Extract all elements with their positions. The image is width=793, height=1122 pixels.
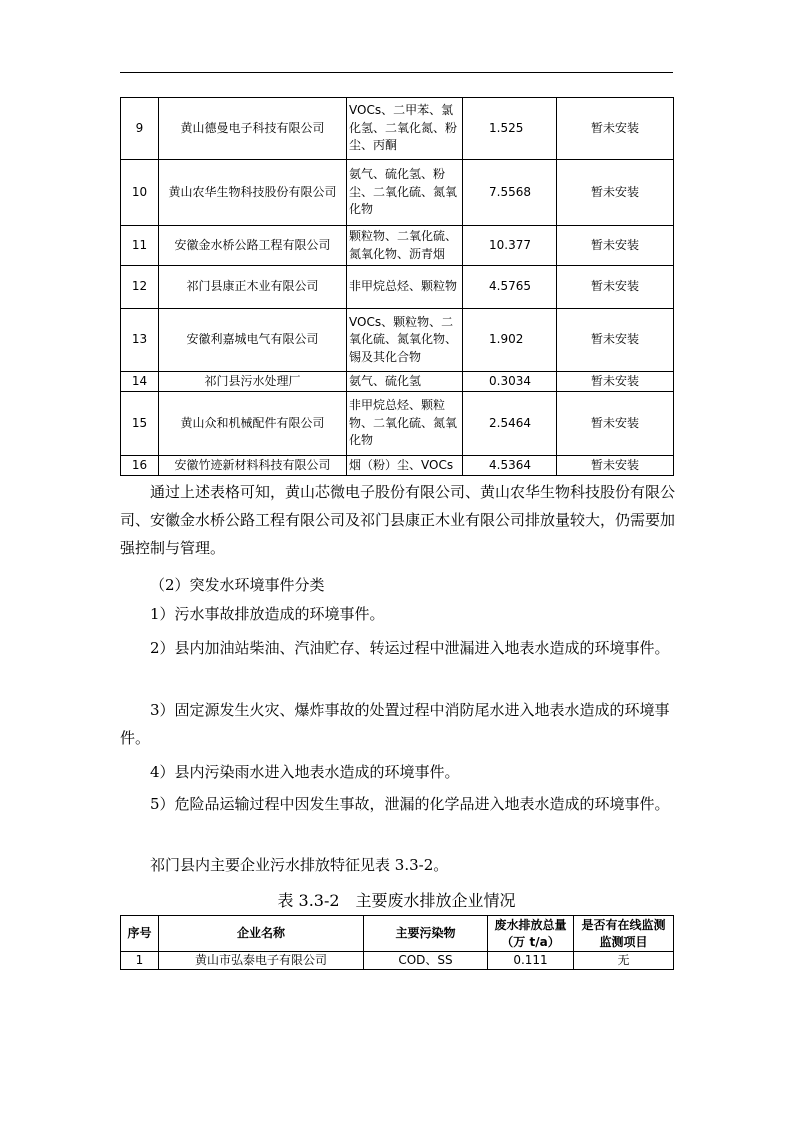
header-pollutants: 主要污染物: [364, 916, 488, 952]
table-reference: 祁门县内主要企业污水排放特征见表 3.3-2。: [150, 856, 449, 874]
row-number: 14: [121, 372, 159, 392]
list-item: 4）县内污染雨水进入地表水造成的环境事件。: [150, 763, 460, 781]
pollutants: 烟（粉）尘、VOCs: [347, 456, 463, 476]
company-name: 黄山众和机械配件有限公司: [159, 392, 347, 456]
monitoring-status: 暂未安装: [557, 266, 674, 309]
table-row: [121, 456, 674, 476]
row-number: 10: [121, 160, 159, 226]
pollutants: 颗粒物、二氧化硫、氮氧化物、沥青烟: [347, 226, 463, 266]
header-name: 企业名称: [159, 916, 364, 952]
row-number: 13: [121, 309, 159, 372]
pollutants: 氨气、硫化氢、粉尘、二氧化硫、氮氧化物: [347, 160, 463, 226]
company-name: 祁门县康正木业有限公司: [159, 266, 347, 309]
row-number: 1: [121, 952, 159, 970]
header-no: 序号: [121, 916, 159, 952]
pollutants: 氨气、硫化氢: [347, 372, 463, 392]
pollutants: 非甲烷总烃、颗粒物、二氧化硫、氮氧化物: [347, 392, 463, 456]
emission-amount: 0.3034: [463, 372, 557, 392]
section-heading: （2）突发水环境事件分类: [150, 576, 325, 594]
row-number: 15: [121, 392, 159, 456]
monitoring-status: 暂未安装: [557, 98, 674, 160]
table-row: [121, 372, 674, 392]
table-caption: 表 3.3-2 主要废水排放企业情况: [277, 891, 516, 910]
company-name: 安徽竹迹新材料科技有限公司: [159, 456, 347, 476]
table-row: [121, 309, 674, 372]
company-name: 黄山市弘泰电子有限公司: [159, 952, 364, 970]
emission-amount: 7.5568: [463, 160, 557, 226]
list-item: 2）县内加油站柴油、汽油贮存、转运过程中泄漏进入地表水造成的环境事件。: [150, 639, 670, 657]
table-row: [121, 160, 674, 226]
table-row: [121, 952, 674, 970]
row-number: 9: [121, 98, 159, 160]
header-amount: 废水排放总量（万 t/a）: [488, 916, 574, 952]
company-name: 安徽利嘉城电气有限公司: [159, 309, 347, 372]
company-name: 祁门县污水处理厂: [159, 372, 347, 392]
pollutants: COD、SS: [364, 952, 488, 970]
emission-amount: 1.525: [463, 98, 557, 160]
table-row: [121, 392, 674, 456]
pollutants: 非甲烷总烃、颗粒物: [347, 266, 463, 309]
monitoring-status: 暂未安装: [557, 392, 674, 456]
row-number: 12: [121, 266, 159, 309]
list-item: 5）危险品运输过程中因发生事故，泄漏的化学品进入地表水造成的环境事件。: [150, 795, 670, 813]
online-monitoring: 无: [574, 952, 674, 970]
emission-amount: 4.5765: [463, 266, 557, 309]
emission-amount: 10.377: [463, 226, 557, 266]
company-name: 黄山德曼电子科技有限公司: [159, 98, 347, 160]
header-rule: [120, 72, 673, 73]
monitoring-status: 暂未安装: [557, 160, 674, 226]
table-row: [121, 266, 674, 309]
header-monitoring: 是否有在线监测监测项目: [574, 916, 674, 952]
table-row: [121, 226, 674, 266]
summary-paragraph: 通过上述表格可知，黄山芯微电子股份有限公司、黄山农华生物科技股份有限公司、安徽金水桥公路工程有限公司及祁门县康正木业有限公司排放量较大，仍需要加强控制与管理。: [120, 483, 676, 557]
emission-amount: 1.902: [463, 309, 557, 372]
company-name: 黄山农华生物科技股份有限公司: [159, 160, 347, 226]
monitoring-status: 暂未安装: [557, 372, 674, 392]
row-number: 16: [121, 456, 159, 476]
monitoring-status: 暂未安装: [557, 309, 674, 372]
row-number: 11: [121, 226, 159, 266]
emission-table-continued: [120, 97, 674, 476]
emission-amount: 2.5464: [463, 392, 557, 456]
table-row: [121, 98, 674, 160]
pollutants: VOCs、颗粒物、二氧化硫、氮氧化物、锡及其化合物: [347, 309, 463, 372]
list-item: 3）固定源发生火灾、爆炸事故的处置过程中消防尾水进入地表水造成的环境事件。: [120, 701, 670, 747]
monitoring-status: 暂未安装: [557, 226, 674, 266]
pollutants: VOCs、二甲苯、氯化氢、二氧化氮、粉尘、丙酮: [347, 98, 463, 160]
wastewater-table: [120, 915, 674, 970]
emission-amount: 4.5364: [463, 456, 557, 476]
table-header-row: [121, 916, 674, 952]
monitoring-status: 暂未安装: [557, 456, 674, 476]
list-item: 1）污水事故排放造成的环境事件。: [150, 605, 385, 623]
company-name: 安徽金水桥公路工程有限公司: [159, 226, 347, 266]
wastewater-amount: 0.111: [488, 952, 574, 970]
